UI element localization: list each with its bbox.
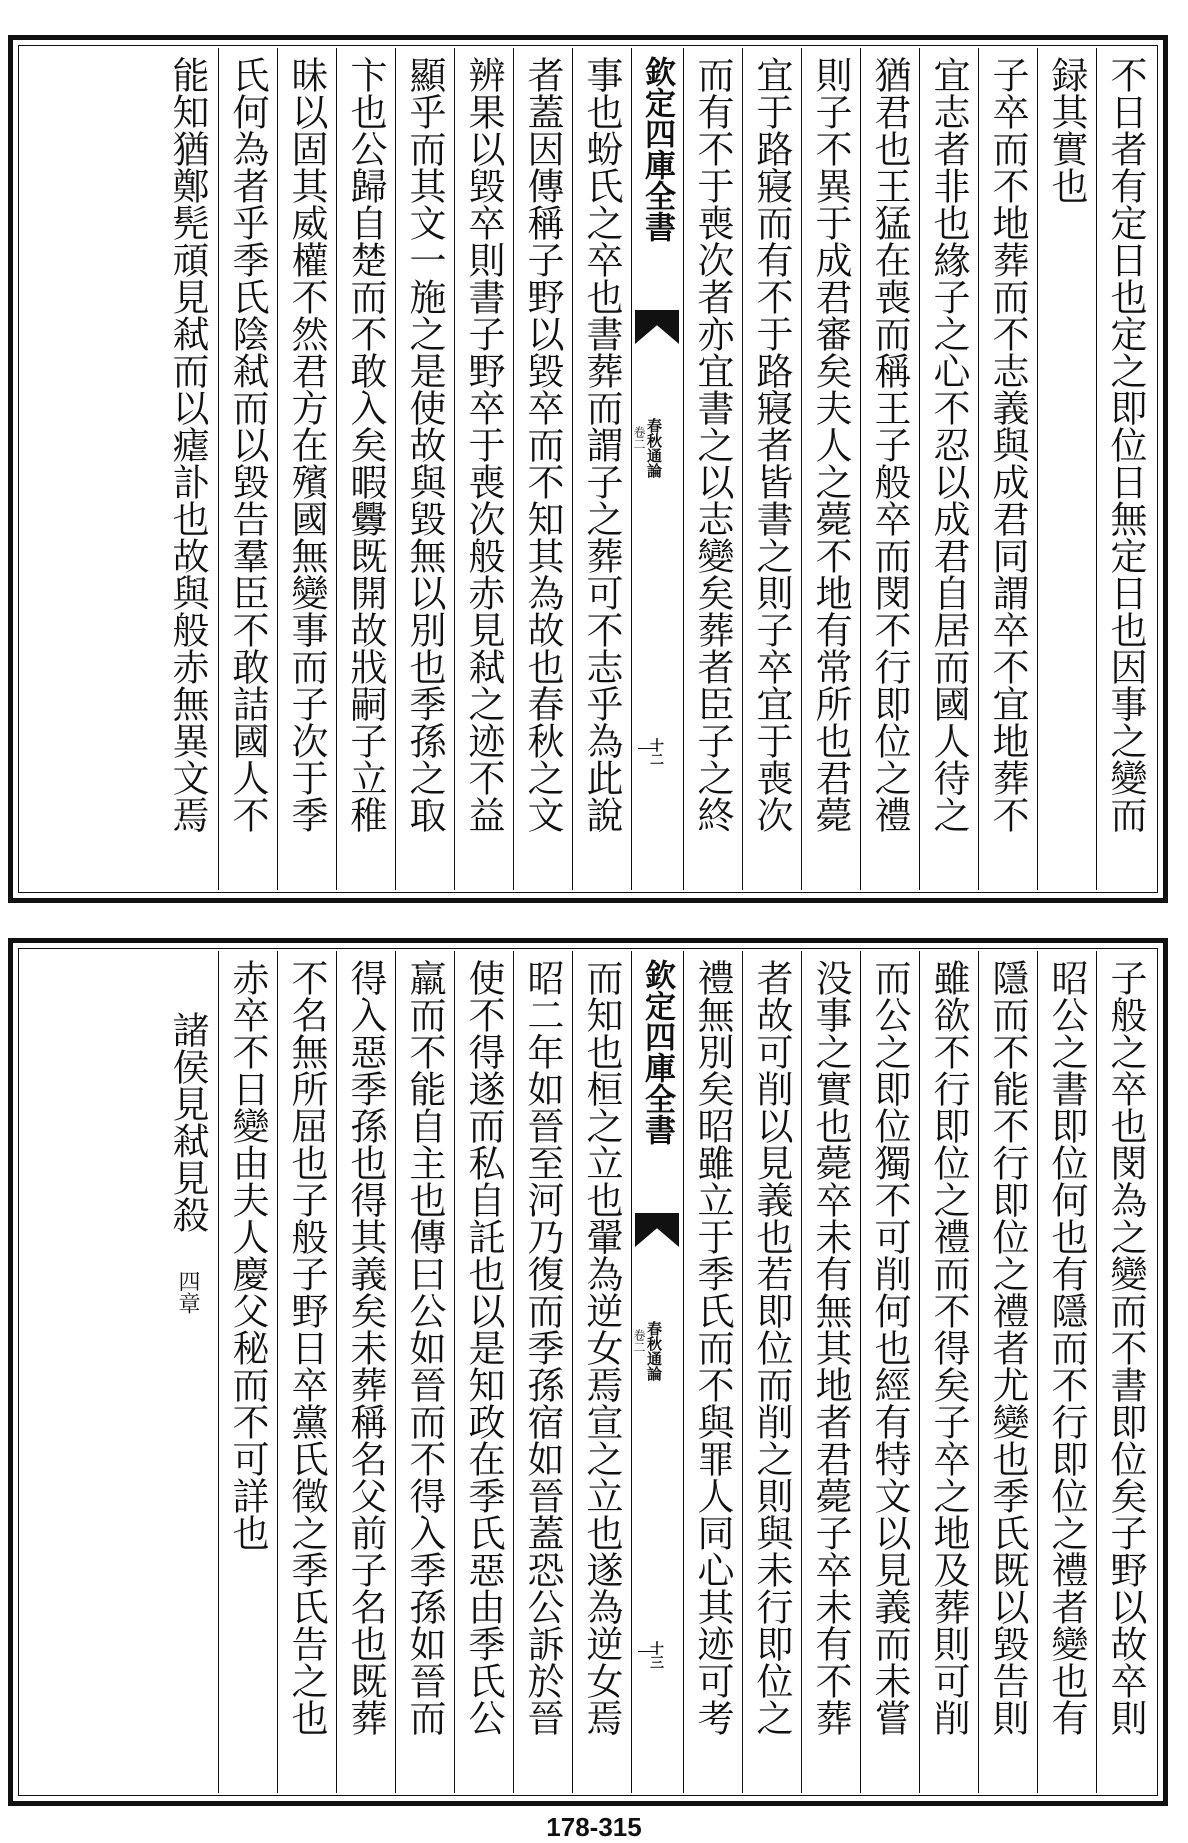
text-column [159, 48, 218, 890]
text-column [454, 951, 513, 1793]
column-text: 使不得遂而私自託也以是知政在季氏惡由季氏公 [462, 959, 505, 1736]
text-column [572, 48, 631, 890]
column-text: 氏何為者乎季氏陰弒而以毀告羣臣不敢詰國人不 [226, 56, 269, 833]
spine-juan: 卷二 [632, 426, 646, 450]
spine-leaf-number: 十三 [648, 1641, 664, 1669]
column-text: 羸而不能自主也傳曰公如晉而不得入季孫如晉而 [403, 959, 446, 1736]
text-column [1037, 48, 1096, 890]
text-column [513, 951, 572, 1793]
center-spine [631, 951, 683, 1793]
column-text: 昭二年如晉至河乃復而季孫宿如晉蓋恐公訴於晉 [521, 959, 564, 1736]
text-column [919, 48, 978, 890]
column-text: 猶君也王猛在喪而稱王子般卒而閔不行即位之禮 [868, 56, 911, 833]
column-text: 録其實也 [1045, 56, 1088, 204]
text-column [978, 951, 1037, 1793]
section-heading-column [159, 951, 218, 1793]
column-text: 不名無所屈也子般子野日卒黨氏徵之季氏告之也 [285, 959, 328, 1736]
top-page [8, 35, 1168, 903]
column-text: 不日者有定日也定之即位日無定日也因事之變而 [1104, 56, 1147, 833]
spine-juan: 卷二 [632, 1329, 646, 1353]
text-column [978, 48, 1037, 890]
text-column [218, 951, 277, 1793]
text-column [336, 951, 395, 1793]
text-column [801, 951, 860, 1793]
column-text: 宜于路寢而有不于路寢者皆書之則子卒宜于喪次 [750, 56, 793, 833]
column-text: 没事之實也薨卒未有無其地者君薨子卒未有不葬 [809, 959, 852, 1736]
text-column [218, 48, 277, 890]
fish-tail-mark [635, 1213, 679, 1247]
top-page-columns [21, 48, 1155, 890]
section-heading [159, 951, 215, 1793]
text-column [513, 48, 572, 890]
column-text: 隱而不能不行即位之禮者尤變也季氏既以毀告則 [986, 959, 1029, 1736]
text-column [860, 48, 919, 890]
section-chapter-count: 四章 [175, 1270, 200, 1314]
bottom-page [8, 938, 1168, 1806]
spine-leaf-number: 十二 [648, 738, 664, 766]
text-column [742, 951, 801, 1793]
column-text: 子般之卒也閔為之變而不書即位矣子野以故卒則 [1104, 959, 1147, 1736]
section-title: 諸侯見弒見殺 [166, 1011, 209, 1233]
column-text: 得入惡季孫也得其義矣未葬稱名父前子名也既葬 [344, 959, 387, 1736]
text-column [395, 48, 454, 890]
spine-title: 欽定四庫全書 [639, 959, 675, 1145]
fish-tail-mark [635, 310, 679, 344]
spine-title: 欽定四庫全書 [639, 56, 675, 242]
text-column [860, 951, 919, 1793]
column-text: 雖欲不行即位之禮而不得矣子卒之地及葬則可削 [927, 959, 970, 1736]
column-text: 而有不于喪次者亦宜書之以志變矣葬者臣子之終 [691, 56, 734, 833]
column-text: 昧以固其威權不然君方在殯國無變事而子次于季 [285, 56, 328, 833]
column-text: 而知也桓之立也翬為逆女焉宣之立也遂為逆女焉 [580, 959, 623, 1736]
text-column [277, 48, 336, 890]
spine-book-title: 春秋通論 [645, 1321, 663, 1381]
column-text: 能知猶鄭髡頑見弒而以瘧訃也故與般赤無異文焉 [166, 56, 209, 833]
text-column [919, 951, 978, 1793]
page-number: 178-315 [546, 1812, 642, 1842]
column-text: 子卒而不地葬而不志義與成君同謂卒不宜地葬不 [986, 56, 1029, 833]
column-text: 者故可削以見義也若即位而削之則與未行即位之 [750, 959, 793, 1736]
text-column [1037, 951, 1096, 1793]
center-spine [631, 48, 683, 890]
text-column [683, 951, 742, 1793]
column-text: 赤卒不日變由夫人慶父秘而不可詳也 [226, 959, 269, 1551]
column-text: 則子不異于成君審矣夫人之薨不地有常所也君薨 [809, 56, 852, 833]
column-text: 昭公之書即位何也有隱而不行即位之禮者變也有 [1045, 959, 1088, 1736]
column-text: 辨果以毀卒則書子野卒于喪次般赤見弒之迹不益 [462, 56, 505, 833]
text-column [801, 48, 860, 890]
text-column [1096, 48, 1155, 890]
text-column [572, 951, 631, 1793]
column-text: 禮無別矣昭雖立于季氏而不與罪人同心其迹可考 [691, 959, 734, 1736]
column-text: 宜志者非也緣子之心不忍以成君自居而國人待之 [927, 56, 970, 833]
text-column [454, 48, 513, 890]
column-text: 卞也公歸自楚而不敢入矣暇釁既開故戕嗣子立稚 [344, 56, 387, 833]
text-column [683, 48, 742, 890]
bottom-page-columns [21, 951, 1155, 1793]
text-column [742, 48, 801, 890]
text-column [336, 48, 395, 890]
column-text: 顯乎而其文一施之是使故與毀無以別也季孫之取 [403, 56, 446, 833]
spine-book-title: 春秋通論 [645, 418, 663, 478]
column-text: 事也蚡氏之卒也書葬而謂子之葬可不志乎為此說 [580, 56, 623, 833]
text-column [277, 951, 336, 1793]
text-column [1096, 951, 1155, 1793]
text-column [395, 951, 454, 1793]
column-text: 者蓋因傳稱子野以毀卒而不知其為故也春秋之文 [521, 56, 564, 833]
column-text: 而公之即位獨不可削何也經有特文以見義而未嘗 [868, 959, 911, 1736]
